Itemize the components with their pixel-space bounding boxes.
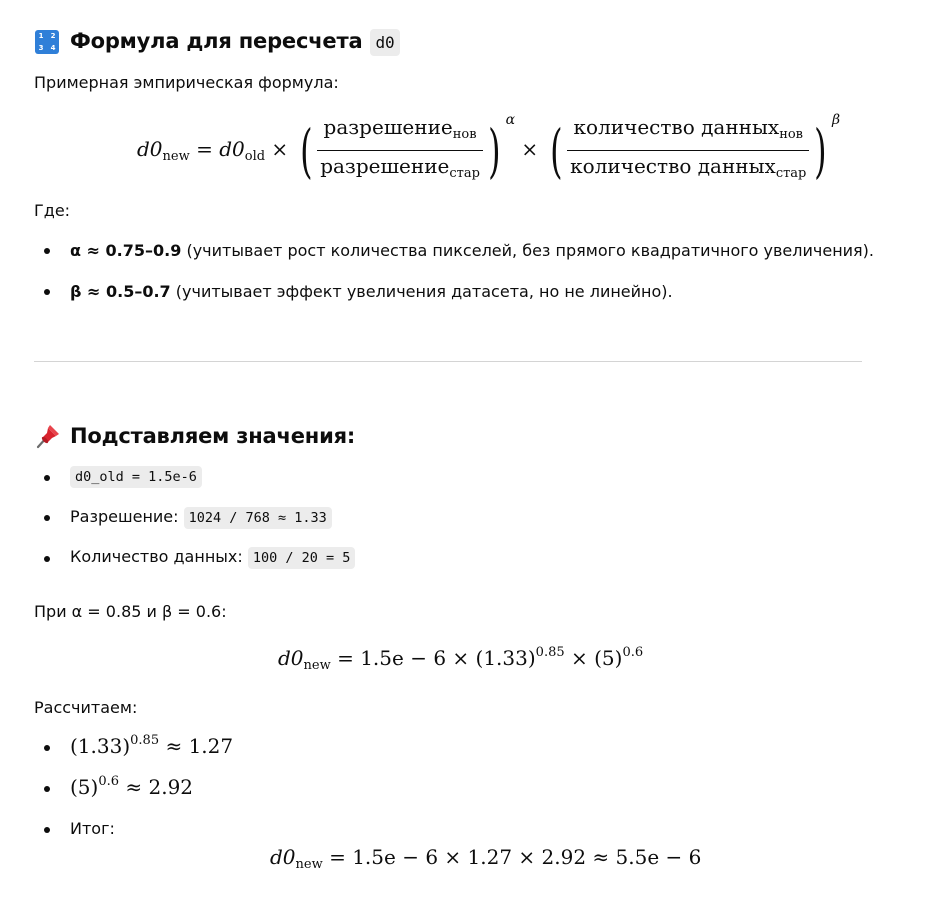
intro-text: Примерная эмпирическая формула: xyxy=(34,73,339,92)
params-text: При α = 0.85 и β = 0.6: xyxy=(34,602,227,621)
keypad-digit: 4 xyxy=(50,44,56,52)
resolution-label: Разрешение: xyxy=(70,507,184,526)
calc-result: ≈ 1.27 xyxy=(159,734,234,758)
right-paren: ) xyxy=(488,116,501,185)
formula-lhs: d0 xyxy=(278,646,304,670)
beta-range: β ≈ 0.5–0.7 xyxy=(70,282,171,301)
formula-body: = 1.5e − 6 × 1.27 × 2.92 ≈ 5.5e − 6 xyxy=(329,845,702,869)
calc-base: (5) xyxy=(70,775,99,799)
formula-exp1: 0.85 xyxy=(535,645,565,660)
bullet xyxy=(44,289,50,295)
calc-exp: 0.85 xyxy=(130,733,160,748)
formula-lhs-sub: new xyxy=(303,658,331,673)
calc-item xyxy=(70,733,233,758)
section-heading: Подставляем значения: xyxy=(70,424,356,448)
fraction-numerator xyxy=(317,114,483,151)
calc-result: ≈ 2.92 xyxy=(119,775,194,799)
bullet xyxy=(44,745,50,751)
keypad-digit: 1 xyxy=(38,32,44,40)
formula-rhs-sub: old xyxy=(244,149,266,164)
left-paren: ( xyxy=(299,116,313,185)
value-code: d0_old = 1.5e-6 xyxy=(70,466,202,488)
value-code: 1024 / 768 ≈ 1.33 xyxy=(184,507,332,529)
formula-exp2: 0.6 xyxy=(622,645,644,660)
keypad-digit: 2 xyxy=(50,32,56,40)
frac1-den: разрешение xyxy=(320,154,450,178)
frac2-num-sub: нов xyxy=(779,127,803,142)
calc-exp: 0.6 xyxy=(98,774,120,789)
pushpin-icon xyxy=(34,422,64,450)
list-item xyxy=(70,282,673,301)
where-label: Где: xyxy=(34,201,71,220)
divider xyxy=(34,361,862,362)
formula-eq: = xyxy=(196,137,213,161)
frac1-den-sub: стар xyxy=(449,166,480,181)
substituted-formula xyxy=(278,645,643,673)
bullet xyxy=(44,248,50,254)
value-code: 100 / 20 = 5 xyxy=(248,547,356,569)
formula-mid: × (5) xyxy=(564,646,623,670)
formula-times: × xyxy=(271,137,289,161)
formula-body: = 1.5e − 6 × (1.33) xyxy=(337,646,536,670)
list-item xyxy=(70,547,355,566)
formula-lhs: d0 xyxy=(270,845,296,869)
fraction-denominator xyxy=(567,151,809,187)
formula-lhs: d0 xyxy=(137,137,163,161)
main-formula xyxy=(137,112,840,187)
left-paren: ( xyxy=(549,116,563,185)
formula-lhs-sub: new xyxy=(295,857,323,872)
keypad-digit: 3 xyxy=(38,44,44,52)
keycap-1234-icon xyxy=(35,30,59,54)
beta-desc: (учитывает эффект увеличения датасета, но не линейно). xyxy=(170,282,673,301)
frac2-den-sub: стар xyxy=(775,166,807,181)
formula-times-2: × xyxy=(521,137,539,161)
bullet xyxy=(44,827,50,833)
right-paren: ) xyxy=(814,116,827,185)
calc-item xyxy=(70,774,193,799)
heading-code: d0 xyxy=(370,29,401,56)
fraction-resolution xyxy=(317,114,483,187)
fraction-denominator xyxy=(317,151,483,187)
frac2-den: количество данных xyxy=(570,154,776,178)
frac1-num: разрешение xyxy=(323,115,453,139)
frac1-exponent: α xyxy=(505,112,516,128)
alpha-desc: (учитывает рост количества пикселей, без прямого квадратичного увеличения). xyxy=(181,241,874,260)
frac1-num-sub: нов xyxy=(452,127,477,142)
list-item xyxy=(70,466,202,485)
final-formula xyxy=(270,845,701,872)
list-item xyxy=(70,507,332,526)
data-count-label: Количество данных: xyxy=(70,547,248,566)
fraction-data xyxy=(567,114,809,187)
fraction-numerator xyxy=(567,114,809,151)
section-heading xyxy=(70,29,400,53)
frac2-num: количество данных xyxy=(573,115,780,139)
heading-text: Формула для пересчета xyxy=(70,29,363,53)
calc-base: (1.33) xyxy=(70,734,131,758)
bullet xyxy=(44,515,50,521)
calc-label: Рассчитаем: xyxy=(34,698,138,717)
bullet xyxy=(44,786,50,792)
list-item xyxy=(70,241,874,260)
formula-lhs-sub: new xyxy=(162,149,190,164)
alpha-range: α ≈ 0.75–0.9 xyxy=(70,241,182,260)
bullet xyxy=(44,475,50,481)
formula-rhs-var: d0 xyxy=(219,137,245,161)
total-label: Итог: xyxy=(70,819,115,838)
bullet xyxy=(44,556,50,562)
frac2-exponent: β xyxy=(832,112,841,128)
